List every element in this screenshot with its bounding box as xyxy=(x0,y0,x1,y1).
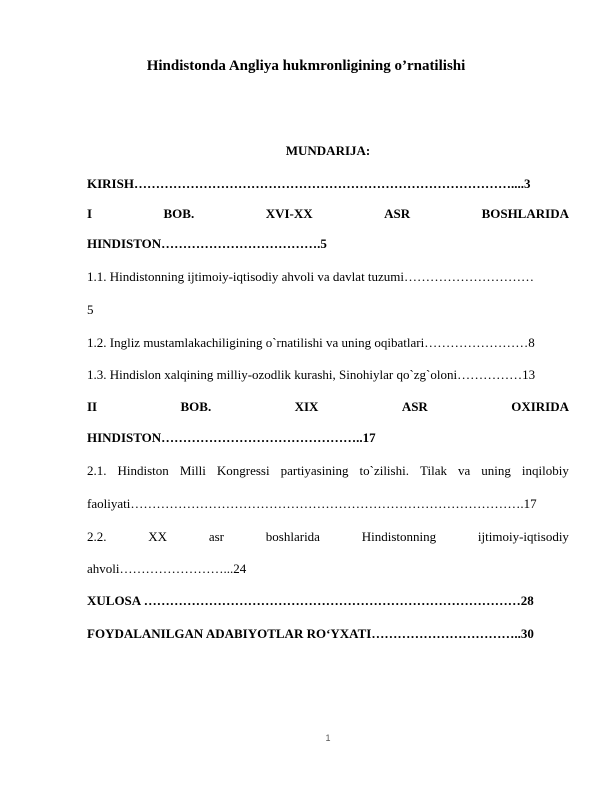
toc-entry-bob2 xyxy=(87,399,569,415)
toc-word: I xyxy=(87,206,93,221)
toc-entry-2-2-cont: ahvoli……………………...24 xyxy=(87,561,247,576)
toc-word: ijtimoiy-iqtisodiy xyxy=(477,529,569,544)
toc-heading: MUNDARIJA: xyxy=(285,143,371,158)
toc-word: Hindiston xyxy=(117,463,169,478)
toc-word: to`zilishi. xyxy=(359,463,409,478)
toc-word: ASR xyxy=(384,206,411,221)
page-number: 1 xyxy=(325,733,331,743)
document-title: Hindistonda Angliya hukmronligining o’rnatilishi xyxy=(146,58,466,74)
toc-word: 2.2. xyxy=(87,529,107,544)
toc-entry-1-1: 1.1. Hindistonning ijtimoiy-iqtisodiy ahvoli va davlat tuzumi………………………… xyxy=(87,269,535,284)
toc-word: BOB. xyxy=(163,206,195,221)
toc-word: inqilobiy xyxy=(521,463,569,478)
toc-word: OXIRIDA xyxy=(511,399,569,414)
toc-word: Milli xyxy=(179,463,206,478)
toc-word: XIX xyxy=(294,399,319,414)
toc-entry-bob1-cont: HINDISTON……………………………….5 xyxy=(87,236,327,251)
toc-entry-bob2-cont: HINDISTON………………………………………..17 xyxy=(87,430,376,445)
toc-word: partiyasining xyxy=(280,463,349,478)
toc-entry-1-2: 1.2. Ingliz mustamlakachiligining o`rnatilishi va uning oqibatlari……………………8 xyxy=(87,335,535,350)
toc-word: Kongressi xyxy=(216,463,270,478)
toc-word: 2.1. xyxy=(87,463,107,478)
toc-word: ASR xyxy=(401,399,428,414)
toc-entry-2-1 xyxy=(87,463,569,479)
toc-word: Hindistonning xyxy=(361,529,437,544)
toc-entry-1-3: 1.3. Hindislon xalqining milliy-ozodlik kurashi, Sinohiylar qo`zg`oloni……………13 xyxy=(87,367,536,382)
toc-entry-adabiyotlar: FOYDALANILGAN ADABIYOTLAR RO‘YXATI……………………………..30 xyxy=(87,626,534,641)
toc-entry-2-1-cont: faoliyati……………………………………………………………………………….17 xyxy=(87,496,537,511)
toc-word: Tilak xyxy=(419,463,447,478)
toc-word: BOB. xyxy=(180,399,212,414)
toc-word: XVI-XX xyxy=(265,206,313,221)
toc-word: uning xyxy=(481,463,511,478)
toc-entry-xulosa: XULOSA ……………………………………………………………………………28 xyxy=(87,593,534,608)
toc-word: va xyxy=(457,463,471,478)
toc-word: XX xyxy=(148,529,168,544)
toc-entry-1-1-page: 5 xyxy=(87,302,94,317)
toc-word: boshlarida xyxy=(265,529,320,544)
toc-entry-2-2 xyxy=(87,529,569,545)
toc-word: BOSHLARIDA xyxy=(481,206,569,221)
toc-word: II xyxy=(87,399,98,414)
toc-word: asr xyxy=(208,529,225,544)
toc-entry-kirish: KIRISH……………………………………………………………………………....3 xyxy=(87,176,531,191)
toc-entry-bob1 xyxy=(87,206,569,222)
